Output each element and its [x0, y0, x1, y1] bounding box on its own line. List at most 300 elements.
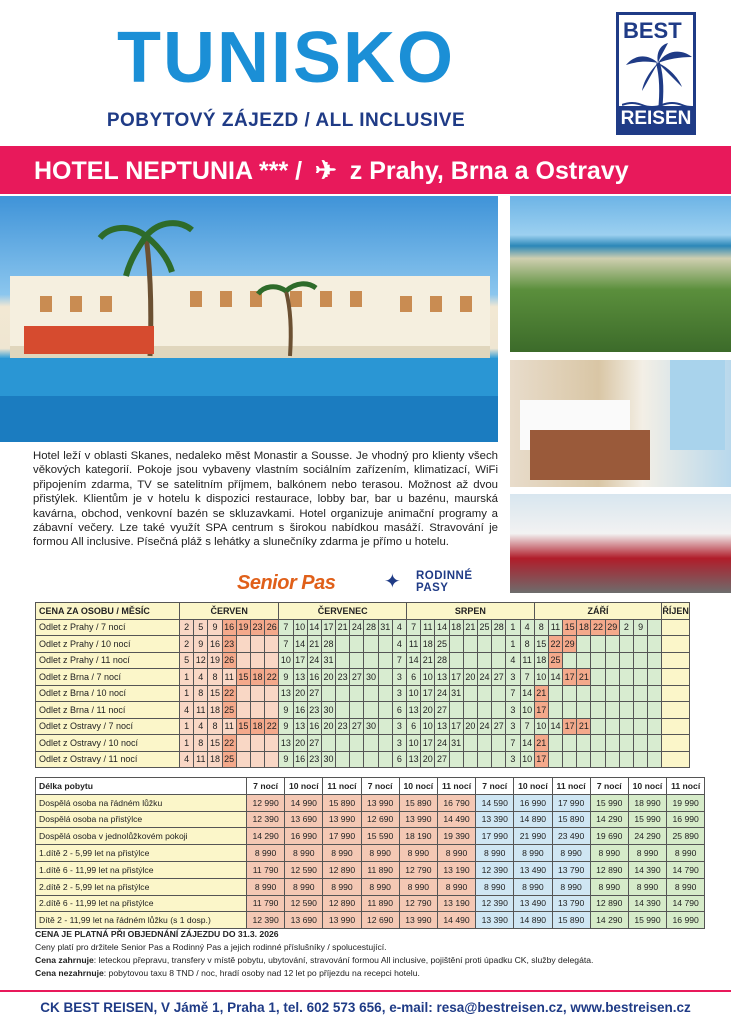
row-label: Odlet z Prahy / 11 nocí [36, 652, 180, 669]
date-cell: 27 [307, 735, 321, 752]
date-cell [477, 685, 491, 702]
date-cell [577, 751, 591, 768]
date-cell: 27 [350, 669, 364, 686]
price-cell: 13 390 [476, 811, 514, 828]
date-cell [492, 735, 506, 752]
date-cell: 22 [265, 718, 279, 735]
row-label: Odlet z Prahy / 10 nocí [36, 636, 180, 653]
date-cell: 2 [180, 619, 194, 636]
price-cell: 18 190 [399, 828, 437, 845]
date-cell: 3 [506, 702, 520, 719]
date-cell: 11 [222, 669, 236, 686]
hotel-name: HOTEL NEPTUNIA *** / [34, 157, 303, 185]
date-cell [321, 685, 335, 702]
date-cell [477, 702, 491, 719]
date-cell [236, 652, 250, 669]
date-cell: 13 [407, 751, 421, 768]
date-cell: 18 [449, 619, 463, 636]
stay-length-header: 10 nocí [399, 778, 437, 795]
price-cell: 19 990 [667, 794, 705, 811]
stay-length-header: 7 nocí [590, 778, 628, 795]
date-cell [449, 652, 463, 669]
date-cell: 24 [477, 718, 491, 735]
validity-note: CENA JE PLATNÁ PŘI OBJEDNÁNÍ ZÁJEZDU DO 31.3. 2026 [35, 929, 279, 939]
price-cell: 8 990 [628, 845, 666, 862]
date-cell: 10 [279, 652, 293, 669]
date-cell: 3 [392, 685, 406, 702]
date-cell: 10 [534, 718, 548, 735]
date-cell [336, 685, 350, 702]
date-cell: 8 [194, 735, 208, 752]
date-cell: 26 [222, 652, 236, 669]
price-cell: 12 890 [590, 861, 628, 878]
date-cell [548, 751, 562, 768]
date-cell [662, 702, 690, 719]
date-cell [662, 718, 690, 735]
date-cell: 7 [506, 685, 520, 702]
date-cell: 3 [506, 751, 520, 768]
price-row [36, 794, 705, 811]
date-cell: 10 [293, 619, 307, 636]
date-cell [364, 702, 378, 719]
price-cell: 25 890 [667, 828, 705, 845]
date-cell: 7 [506, 735, 520, 752]
date-cell: 1 [506, 636, 520, 653]
date-cell: 4 [180, 702, 194, 719]
date-cell [463, 702, 477, 719]
price-cell: 8 990 [399, 845, 437, 862]
price-cell: 13 490 [514, 895, 552, 912]
date-cell: 22 [548, 636, 562, 653]
stay-length-header: 10 nocí [514, 778, 552, 795]
price-cell: 8 990 [323, 845, 361, 862]
price-table [35, 777, 705, 929]
date-cell: 5 [180, 652, 194, 669]
date-cell [364, 652, 378, 669]
date-cell: 10 [520, 702, 534, 719]
date-cell: 24 [307, 652, 321, 669]
price-cell: 15 990 [628, 811, 666, 828]
date-cell: 18 [534, 652, 548, 669]
hotel-banner [0, 146, 731, 194]
family-icon: ✦ [384, 571, 401, 593]
date-cell [492, 685, 506, 702]
departure-cities: z Prahy, Brna a Ostravy [349, 157, 629, 185]
price-cell: 18 990 [628, 794, 666, 811]
date-cell [605, 702, 619, 719]
date-cell: 13 [435, 669, 449, 686]
restaurant-photo [510, 494, 731, 593]
date-cell [648, 751, 662, 768]
table-row [36, 702, 690, 719]
date-cell: 1 [180, 685, 194, 702]
price-cell: 12 390 [247, 811, 285, 828]
price-cell: 12 590 [285, 895, 323, 912]
date-cell: 22 [591, 619, 605, 636]
date-cell [648, 735, 662, 752]
date-cell: 7 [520, 718, 534, 735]
rodinne-line1: RODINNÉ [416, 570, 473, 582]
price-cell: 13 190 [437, 895, 475, 912]
price-cell: 8 990 [476, 845, 514, 862]
date-cell [477, 751, 491, 768]
date-cell [591, 718, 605, 735]
date-cell [563, 751, 577, 768]
price-cell: 8 990 [667, 845, 705, 862]
date-cell: 14 [520, 735, 534, 752]
date-cell: 1 [506, 619, 520, 636]
date-cell: 31 [378, 619, 392, 636]
price-cell: 13 790 [552, 861, 590, 878]
date-cell: 13 [293, 669, 307, 686]
date-cell: 14 [548, 718, 562, 735]
date-cell [662, 685, 690, 702]
date-cell: 11 [548, 619, 562, 636]
price-cell: 13 790 [552, 895, 590, 912]
price-cell: 21 990 [514, 828, 552, 845]
date-cell: 9 [279, 702, 293, 719]
date-cell: 27 [492, 669, 506, 686]
date-cell [378, 669, 392, 686]
date-cell [364, 735, 378, 752]
date-cell: 9 [279, 718, 293, 735]
date-cell [350, 751, 364, 768]
date-cell: 11 [407, 636, 421, 653]
date-cell: 25 [435, 636, 449, 653]
date-cell: 24 [350, 619, 364, 636]
date-cell: 23 [336, 669, 350, 686]
date-cell [605, 751, 619, 768]
date-cell [591, 751, 605, 768]
date-cell: 31 [321, 652, 335, 669]
date-cell: 30 [364, 669, 378, 686]
price-row [36, 861, 705, 878]
palm-tree-icon [622, 43, 696, 113]
price-cell: 8 990 [247, 845, 285, 862]
price-cell: 14 290 [590, 811, 628, 828]
table-row [36, 669, 690, 686]
page-title: TUNISKO [117, 18, 455, 98]
date-cell [492, 751, 506, 768]
month-header: SRPEN [407, 603, 535, 620]
date-cell: 18 [250, 669, 264, 686]
date-cell [548, 735, 562, 752]
date-cell [605, 718, 619, 735]
logo-top-text: BEST [623, 18, 682, 43]
price-cell: 12 990 [247, 794, 285, 811]
date-cell: 11 [194, 702, 208, 719]
price-cell: 13 190 [437, 861, 475, 878]
date-cell [378, 751, 392, 768]
date-cell: 29 [563, 636, 577, 653]
stay-length-header: 11 nocí [437, 778, 475, 795]
date-cell: 17 [421, 735, 435, 752]
date-cell [662, 636, 690, 653]
price-row-label: 1.dítě 2 - 5,99 let na přistýlce [36, 845, 247, 862]
date-cell [236, 636, 250, 653]
row-label: Odlet z Brna / 10 nocí [36, 685, 180, 702]
date-cell: 26 [265, 619, 279, 636]
stay-length-header: 11 nocí [667, 778, 705, 795]
room-illustration [510, 360, 731, 487]
date-cell [336, 702, 350, 719]
row-label: Odlet z Brna / 7 nocí [36, 669, 180, 686]
date-cell: 20 [293, 735, 307, 752]
date-cell [336, 652, 350, 669]
date-cell: 7 [392, 652, 406, 669]
date-cell: 11 [421, 619, 435, 636]
departures-table [35, 602, 690, 768]
date-cell: 23 [336, 718, 350, 735]
date-cell: 15 [534, 636, 548, 653]
date-cell [236, 735, 250, 752]
row-label: Odlet z Ostravy / 10 nocí [36, 735, 180, 752]
price-cell: 8 990 [399, 878, 437, 895]
date-cell [265, 636, 279, 653]
date-cell: 27 [350, 718, 364, 735]
senior-pas-badge: Senior Pas [237, 572, 336, 594]
price-cell: 8 990 [590, 845, 628, 862]
date-cell [634, 685, 648, 702]
price-row [36, 895, 705, 912]
price-cell: 8 990 [514, 878, 552, 895]
stay-length-header: 7 nocí [247, 778, 285, 795]
date-cell: 11 [520, 652, 534, 669]
date-cell [648, 685, 662, 702]
date-cell: 14 [548, 669, 562, 686]
price-cell: 14 890 [514, 811, 552, 828]
date-cell: 21 [463, 619, 477, 636]
price-cell: 12 790 [399, 861, 437, 878]
date-cell [605, 735, 619, 752]
price-cell: 12 890 [323, 861, 361, 878]
date-cell: 10 [421, 718, 435, 735]
date-cell: 29 [605, 619, 619, 636]
date-cell: 31 [449, 735, 463, 752]
date-cell [619, 702, 633, 719]
date-cell: 25 [548, 652, 562, 669]
date-cell: 13 [293, 718, 307, 735]
price-cell: 19 390 [437, 828, 475, 845]
price-cell: 11 890 [361, 895, 399, 912]
rodinne-line2: PASY [416, 582, 449, 594]
date-cell: 14 [293, 636, 307, 653]
price-notes [35, 928, 715, 980]
price-cell: 12 890 [323, 895, 361, 912]
table-row [36, 636, 690, 653]
price-cell: 12 790 [399, 895, 437, 912]
date-cell [548, 702, 562, 719]
date-cell [250, 685, 264, 702]
date-cell: 23 [250, 619, 264, 636]
stay-length-header: 11 nocí [323, 778, 361, 795]
price-cell: 23 490 [552, 828, 590, 845]
date-cell: 10 [520, 751, 534, 768]
date-cell [350, 652, 364, 669]
price-cell: 8 990 [437, 845, 475, 862]
price-cell: 14 290 [247, 828, 285, 845]
date-cell: 20 [463, 718, 477, 735]
price-row-label: 2.dítě 6 - 11,99 let na přistýlce [36, 895, 247, 912]
date-cell [619, 669, 633, 686]
price-cell: 13 690 [285, 912, 323, 929]
date-cell: 24 [435, 735, 449, 752]
date-cell: 14 [407, 652, 421, 669]
date-cell: 22 [222, 685, 236, 702]
date-cell: 24 [435, 685, 449, 702]
hotel-description: Hotel leží v oblasti Skanes, nedaleko měst Monastir a Sousse. Je vhodný pro klienty všech věkových kategorií. Pokoje jsou vybaveny vlastním sociálním zařízením, klimatizací, WiFi připojením zdarma, TV se satelitním příjmem, balkónem nebo terasou. Možnost až dvou přistýlek. Klientům je v hotelu k dispozici restaurace, lobby bar, bar u bazénu, maurská kavárna, obchod, venkovní bazén se skluzavkami. Hotel organizuje animační programy a zábavní večery. Lze také využít SPA centrum s širokou nabídkou masáží. Stravování je formou All inclusive. Písečná pláž s lehátky a slunečníky zdarma je přímo u hotelu. [33, 450, 498, 549]
date-cell: 17 [563, 669, 577, 686]
price-row-label: Dítě 2 - 11,99 let na řádném lůžku (s 1 dosp.) [36, 912, 247, 929]
date-cell [463, 652, 477, 669]
date-cell [492, 702, 506, 719]
stay-length-header: 11 nocí [552, 778, 590, 795]
date-cell: 14 [520, 685, 534, 702]
date-cell [662, 735, 690, 752]
date-cell [634, 718, 648, 735]
date-cell [265, 685, 279, 702]
date-cell: 15 [208, 685, 222, 702]
logo-bottom-text: REISEN [619, 106, 693, 132]
date-cell: 11 [194, 751, 208, 768]
price-cell: 8 990 [323, 878, 361, 895]
date-cell: 18 [577, 619, 591, 636]
date-cell: 21 [307, 636, 321, 653]
date-cell: 20 [293, 685, 307, 702]
price-cell: 16 990 [667, 811, 705, 828]
table-row [36, 685, 690, 702]
table-row [36, 619, 690, 636]
date-cell [265, 735, 279, 752]
date-cell: 6 [407, 718, 421, 735]
price-cell: 8 990 [514, 845, 552, 862]
date-cell: 6 [392, 751, 406, 768]
price-cell: 12 590 [285, 861, 323, 878]
date-cell [250, 751, 264, 768]
price-cell: 15 890 [323, 794, 361, 811]
date-cell: 27 [492, 718, 506, 735]
date-cell [449, 702, 463, 719]
date-cell [378, 685, 392, 702]
price-cell: 8 990 [361, 845, 399, 862]
date-cell [350, 735, 364, 752]
date-cell: 18 [208, 702, 222, 719]
date-cell: 27 [435, 751, 449, 768]
date-cell [662, 751, 690, 768]
date-cell [378, 652, 392, 669]
date-cell [250, 702, 264, 719]
date-cell: 12 [194, 652, 208, 669]
date-cell: 21 [577, 718, 591, 735]
price-row-label: Dospělá osoba na přistýlce [36, 811, 247, 828]
date-cell: 20 [421, 702, 435, 719]
price-cell: 16 790 [437, 794, 475, 811]
price-cell: 8 990 [628, 878, 666, 895]
date-cell: 21 [336, 619, 350, 636]
price-cell: 8 990 [361, 878, 399, 895]
date-cell: 25 [222, 702, 236, 719]
date-cell [591, 735, 605, 752]
price-cell: 14 890 [514, 912, 552, 929]
price-row [36, 912, 705, 929]
date-cell [336, 751, 350, 768]
date-cell: 3 [392, 735, 406, 752]
date-cell: 16 [222, 619, 236, 636]
date-cell: 4 [520, 619, 534, 636]
date-cell: 3 [506, 718, 520, 735]
month-header: ZÁŘÍ [534, 603, 662, 620]
date-cell [662, 619, 690, 636]
date-cell: 18 [421, 636, 435, 653]
date-cell: 11 [222, 718, 236, 735]
date-cell: 17 [563, 718, 577, 735]
date-cell [648, 718, 662, 735]
date-cell [236, 702, 250, 719]
date-cell: 24 [477, 669, 491, 686]
date-cell: 18 [250, 718, 264, 735]
price-cell: 8 990 [552, 878, 590, 895]
price-row-label: 1.dítě 6 - 11,99 let na přistýlce [36, 861, 247, 878]
date-cell: 20 [321, 669, 335, 686]
date-cell [648, 636, 662, 653]
date-cell [619, 652, 633, 669]
stay-length-header: 10 nocí [628, 778, 666, 795]
date-cell: 23 [307, 751, 321, 768]
price-cell: 12 390 [247, 912, 285, 929]
included-note: Cena zahrnuje: leteckou přepravu, transfery v místě pobytu, ubytování, stravování formou All inclusive, pojištění proti úpadku CK, služby delegáta. [35, 955, 594, 965]
date-cell: 28 [321, 636, 335, 653]
date-cell [662, 669, 690, 686]
date-cell: 28 [435, 652, 449, 669]
price-cell: 12 390 [476, 895, 514, 912]
row-label: Odlet z Ostravy / 7 nocí [36, 718, 180, 735]
date-cell [250, 652, 264, 669]
price-cell: 11 890 [361, 861, 399, 878]
price-cell: 13 990 [399, 811, 437, 828]
date-cell: 17 [421, 685, 435, 702]
price-cell: 16 990 [285, 828, 323, 845]
date-cell: 16 [208, 636, 222, 653]
date-cell [350, 685, 364, 702]
date-cell: 25 [477, 619, 491, 636]
stay-length-header: 10 nocí [285, 778, 323, 795]
date-cell: 20 [463, 669, 477, 686]
price-cell: 13 990 [323, 811, 361, 828]
price-cell: 12 390 [476, 861, 514, 878]
resort-aerial-photo [510, 196, 731, 352]
price-row [36, 845, 705, 862]
date-cell: 4 [194, 718, 208, 735]
price-cell: 14 590 [476, 794, 514, 811]
price-cell: 13 990 [361, 794, 399, 811]
date-cell [577, 702, 591, 719]
date-cell: 9 [279, 751, 293, 768]
date-cell: 7 [279, 619, 293, 636]
price-cell: 15 890 [399, 794, 437, 811]
date-cell: 31 [449, 685, 463, 702]
date-cell: 4 [506, 652, 520, 669]
date-cell: 5 [194, 619, 208, 636]
price-cell: 15 890 [552, 912, 590, 929]
date-cell [648, 669, 662, 686]
date-cell [378, 702, 392, 719]
date-cell [634, 735, 648, 752]
date-cell [591, 652, 605, 669]
date-cell: 2 [180, 636, 194, 653]
date-cell [449, 636, 463, 653]
date-cell [378, 636, 392, 653]
price-cell: 11 790 [247, 895, 285, 912]
